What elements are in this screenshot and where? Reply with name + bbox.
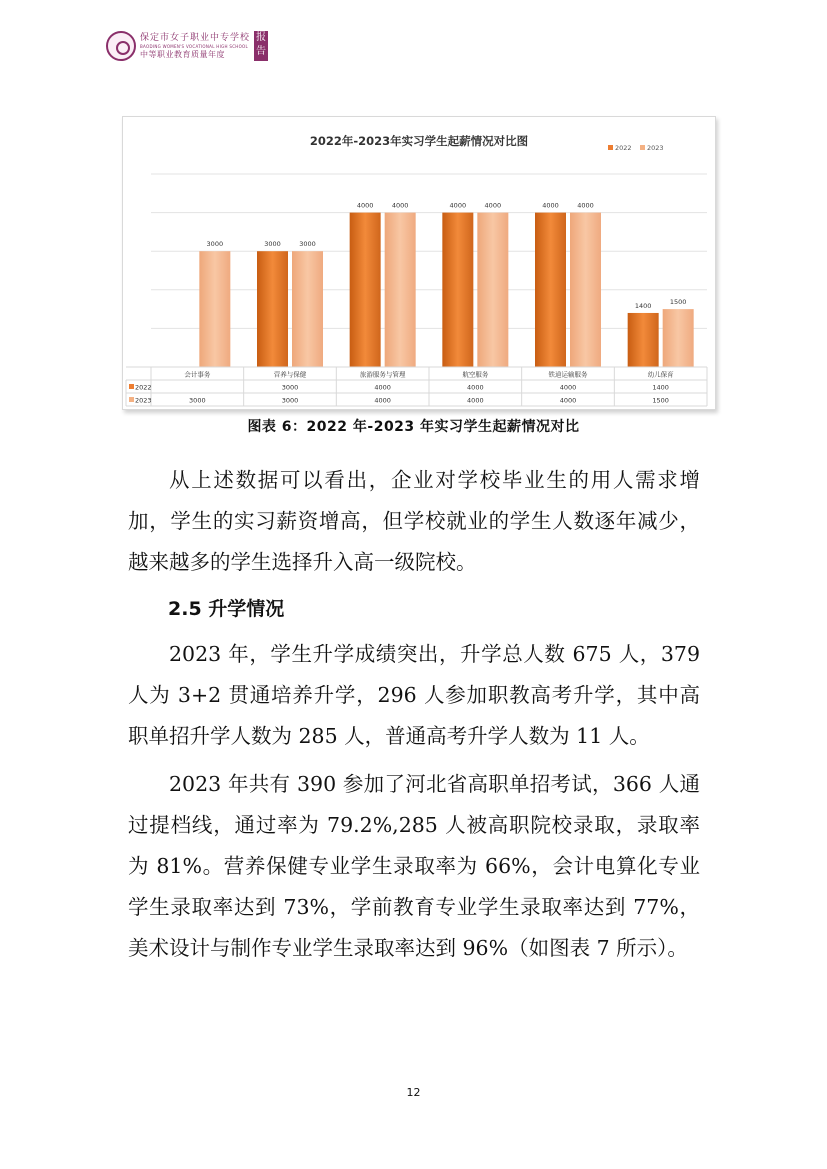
paragraph-3 [128, 764, 700, 969]
data-label: 4000 [484, 201, 502, 210]
paragraph-1 [128, 460, 700, 583]
school-logo [106, 30, 268, 62]
category-label: 会计事务 [184, 370, 211, 379]
table-cell: 4000 [374, 383, 391, 392]
chart-gridlines [151, 174, 707, 367]
bar-2022-5 [628, 313, 659, 367]
data-label: 4000 [391, 201, 409, 210]
paragraph-1-text: 从上述数据可以看出，企业对学校毕业生的用人需求增加，学生的实习薪资增高，但学校就业的学生人数逐年减少，越来越多的学生选择升入高一级院校。 [128, 468, 700, 574]
table-series-label: 2022 [135, 383, 152, 392]
table-swatch-2022 [129, 384, 134, 389]
bar-2022-3 [442, 213, 473, 367]
chart-data-table [126, 367, 707, 406]
paragraph-2-text: 2023 年，学生升学成绩突出，升学总人数 675 人，379 人为 3+2 贯通培养升学，296 人参加职教高考升学，其中高职单招升学人数为 285 人，普通高考升学人数为 11 人。 [128, 642, 700, 748]
salary-chart-svg [123, 117, 715, 409]
page-number: 12 [406, 1086, 421, 1099]
bar-2022-2 [350, 213, 381, 367]
table-cell: 3000 [281, 396, 299, 405]
bar-2023-3 [477, 213, 508, 367]
school-name-en: BAODING WOMEN'S VOCATIONAL HIGH SCHOOL [140, 43, 249, 49]
table-cell: 1500 [652, 396, 669, 405]
bar-2022-1 [257, 251, 288, 367]
table-series-label: 2023 [135, 396, 152, 405]
data-label: 4000 [542, 201, 559, 210]
table-cell: 3000 [189, 396, 206, 405]
data-label: 1400 [634, 301, 652, 310]
report-badge: 报告 [254, 31, 268, 61]
bar-2023-1 [292, 251, 323, 367]
table-cell: 4000 [467, 383, 484, 392]
data-label: 4000 [577, 201, 594, 210]
legend-label-2022: 2022 [615, 144, 632, 152]
paragraph-3-text: 2023 年共有 390 参加了河北省高职单招考试，366 人通过提档线，通过率为 79.2%,285 人被高职院校录取，录取率为 81%。营养保健专业学生录取率为 66%，会计电算化专业学生录取率达到 73%，学前教育专业学生录取率达到 77%，美术设计与制作专业学生录取率达到 96%（如图表 7 所示）。 [128, 772, 700, 960]
section-heading: 2.5 升学情况 [168, 598, 285, 620]
table-cell: 4000 [467, 396, 484, 405]
chart-legend [608, 144, 664, 152]
school-name: 保定市女子职业中专学校 [140, 32, 251, 43]
legend-label-2023: 2023 [647, 144, 664, 152]
chart-title: 2022年-2023年实习学生起薪情况对比图 [309, 134, 529, 148]
school-emblem-icon [106, 31, 136, 61]
category-label: 航空服务 [462, 370, 489, 379]
bar-2023-2 [385, 213, 416, 367]
category-label: 营养与保健 [273, 370, 307, 379]
table-swatch-2023 [129, 397, 134, 402]
data-label: 3000 [264, 240, 281, 249]
table-cell: 4000 [559, 396, 577, 405]
data-label: 3000 [299, 240, 316, 249]
chart-bars [199, 202, 693, 367]
bar-2023-0 [199, 251, 230, 367]
data-label: 1500 [669, 298, 687, 307]
salary-chart [122, 116, 716, 410]
table-cell: 4000 [559, 383, 577, 392]
report-title: 中等职业教育质量年度 [140, 49, 225, 59]
table-cell: 3000 [281, 383, 299, 392]
bar-2023-5 [663, 309, 694, 367]
paragraph-2 [128, 634, 700, 757]
bar-2023-4 [570, 213, 601, 367]
logo-text [140, 34, 250, 59]
category-label: 铁道运输服务 [548, 370, 588, 379]
table-cell: 1400 [652, 383, 669, 392]
data-label: 4000 [356, 201, 374, 210]
data-label: 3000 [206, 240, 224, 249]
bar-2022-4 [535, 213, 566, 367]
chart-caption: 图表 6：2022 年-2023 年实习学生起薪情况对比 [247, 419, 580, 435]
category-label: 旅游服务与管理 [359, 370, 406, 379]
legend-swatch-2022 [608, 145, 613, 150]
legend-swatch-2023 [640, 145, 645, 150]
category-label: 幼儿保育 [647, 370, 674, 379]
table-cell: 4000 [374, 396, 391, 405]
data-label: 4000 [449, 201, 467, 210]
